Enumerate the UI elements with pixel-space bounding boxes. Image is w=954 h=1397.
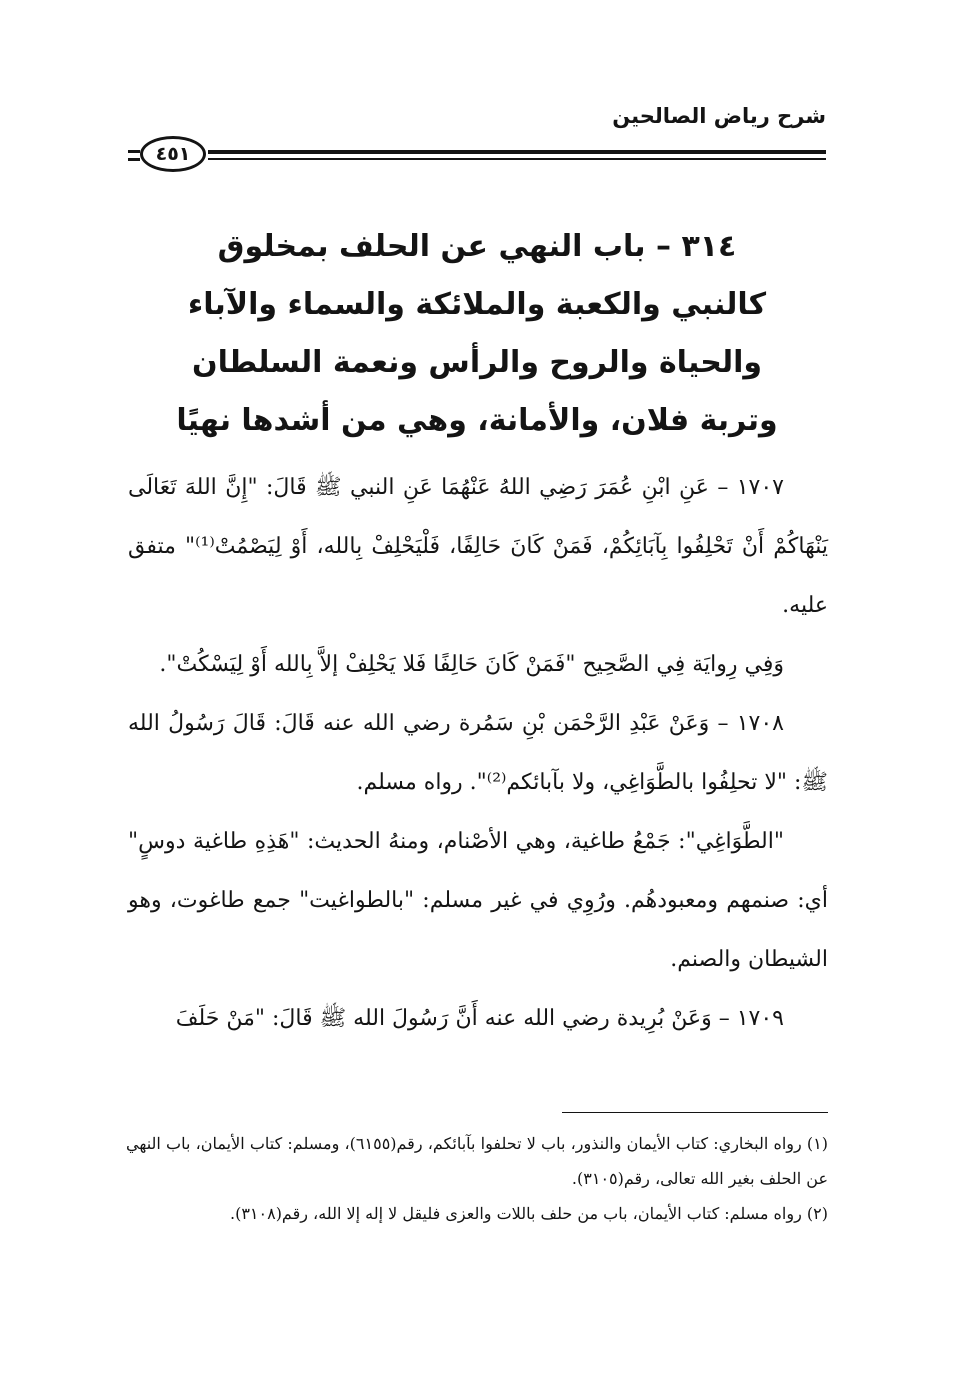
- chapter-heading-line: ٣١٤ – باب النهي عن الحلف بمخلوق: [217, 229, 737, 264]
- hadith-1709: ١٧٠٩ – وَعَنْ بُرِيدة رضي الله عنه أَنَّ رَسُولَ الله ﷺ قَالَ: "مَنْ حَلَفَ: [175, 1006, 784, 1031]
- body-text: [128, 458, 828, 1048]
- header-rule-stub-bottom: [128, 158, 140, 161]
- page-number-text: ٤٥١: [155, 143, 191, 165]
- header-rule-stub-top: [128, 150, 140, 153]
- chapter-heading: [150, 218, 804, 450]
- footnote-1: (١) رواه البخاري: كتاب الأيمان والنذور، باب لا تحلفوا بآبائكم، رقم(٦١٥٥)، ومسلم: كتاب الأيمان، باب النهي عن الحلف بغير الله تعالى، رقم(٣١٠٥).: [126, 1134, 829, 1188]
- page-number: [140, 136, 206, 172]
- footnote-2: (٢) رواه مسلم: كتاب الأيمان، باب من حلف باللات والعزى فليقل لا إله إلا الله، رقم(٣١٠٨).: [229, 1204, 828, 1223]
- chapter-heading-line: والحياة والروح والرأس ونعمة السلطان: [191, 345, 763, 380]
- book-title: شرح رياض الصالحين: [612, 104, 826, 128]
- header-rule-thin: [208, 158, 826, 160]
- header-rule-thick: [208, 150, 826, 154]
- commentary-tawaghi: "الطَّوَاغِي": جَمْعُ طاغية، وهي الأصْنام، ومنهُ الحديث: "هَذِهِ طاغية دوسٍ" أي: صنمهم ومعبودهُم. ورُوِي في غير مسلم: "بالطواغيت" جمع طاغوت، وهو الشيطان والصنم.: [128, 829, 828, 972]
- chapter-heading-line: كالنبي والكعبة والملائكة والسماء والآباء: [187, 287, 767, 322]
- footnote-separator: [562, 1112, 828, 1113]
- chapter-heading-line: وتربة فلان، والأمانة، وهي من أشدها نهيًا: [176, 403, 778, 438]
- hadith-1708: ١٧٠٨ – وَعَنْ عَبْدِ الرَّحْمَن بْنِ سَمُرة رضي الله عنه قَالَ: قَالَ رَسُولُ الله ﷺ: "لا تحلِفُوا بالطَّوَاغِي، ولا بآبائكم⁽²⁾". رواه مسلم.: [128, 711, 828, 795]
- hadith-1707: ١٧٠٧ – عَنِ ابْنِ عُمَرَ رَضِي اللهُ عَنْهُمَا عَنِ النبي ﷺ قَالَ: "إِنَّ اللهَ تَعَالَى يَنْهَاكُمْ أَنْ تَحْلِفُوا بِآبَائِكُمْ، فَمَنْ كَانَ حَالِفًا، فَلْيَحْلِفْ بِالله، أَوْ لِيَصْمُتْ⁽¹⁾" متفق عليه.: [128, 475, 828, 618]
- footnotes: [126, 1126, 828, 1231]
- narration-variant: وَفِي رِوايَة فِي الصَّحِيح "فَمَنْ كَانَ حَالِفًا فَلا يَحْلِفْ إلاَّ بِالله أَوْ لِيَسْكُتْ".: [159, 652, 784, 677]
